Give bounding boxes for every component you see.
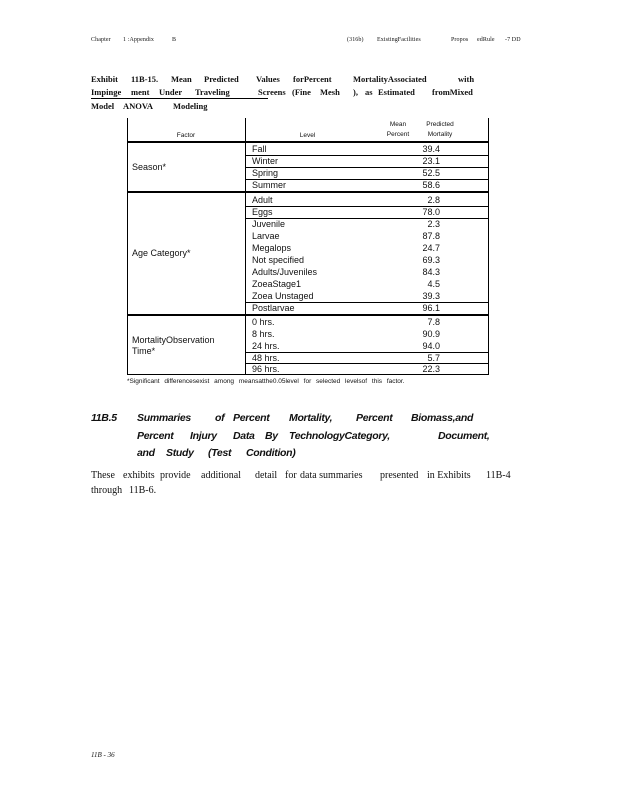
col-header-predicted: Predicted bbox=[426, 121, 454, 128]
title-word: Model bbox=[91, 101, 115, 111]
value-cell: 2.3 bbox=[427, 219, 440, 229]
value-cell: 84.3 bbox=[422, 267, 440, 277]
section-word: TechnologyCategory, bbox=[289, 430, 390, 442]
col-header-mean: Mean bbox=[389, 121, 407, 128]
title-word: as bbox=[365, 87, 373, 97]
value-cell: 24.7 bbox=[422, 243, 440, 253]
level-cell: Eggs bbox=[252, 207, 273, 217]
title-word: Predicted bbox=[204, 74, 239, 84]
level-cell: 24 hrs. bbox=[252, 341, 280, 351]
value-cell: 96.1 bbox=[422, 303, 440, 313]
title-word: Under bbox=[159, 87, 183, 97]
header-chapter: Chapter bbox=[91, 37, 111, 43]
body-word: for bbox=[285, 470, 297, 481]
level-cell: 0 hrs. bbox=[252, 317, 275, 327]
level-cell: Larvae bbox=[252, 231, 280, 241]
title-word: Mean bbox=[171, 74, 192, 84]
value-cell: 4.5 bbox=[427, 279, 440, 289]
level-cell: Megalops bbox=[252, 243, 292, 253]
value-cell: 5.7 bbox=[427, 353, 440, 363]
table-border-left bbox=[127, 118, 128, 375]
title-word: Exhibit bbox=[91, 74, 118, 84]
title-word: Impinge bbox=[91, 87, 122, 97]
value-cell: 58.6 bbox=[422, 180, 440, 190]
value-cell: 69.3 bbox=[422, 255, 440, 265]
title-word: ), bbox=[353, 87, 358, 97]
section-word: Summaries bbox=[137, 412, 191, 424]
value-cell: 2.8 bbox=[427, 195, 440, 205]
exhibit-title-line3 bbox=[91, 100, 474, 113]
factor-mortality-observation-time: Time* bbox=[132, 346, 156, 356]
col-header-percent: Percent bbox=[386, 131, 410, 138]
level-cell: Not specified bbox=[252, 255, 305, 265]
level-cell: Summer bbox=[252, 180, 287, 190]
title-word: Modeling bbox=[173, 101, 208, 111]
table-border-bottom bbox=[127, 374, 489, 375]
factor-season: Season* bbox=[132, 162, 167, 172]
row-rule bbox=[245, 352, 489, 353]
col-header-mortality: Mortality bbox=[427, 131, 453, 138]
header-rule: edRule bbox=[477, 37, 495, 43]
level-cell: Juvenile bbox=[252, 219, 286, 229]
section-word: Study bbox=[166, 447, 194, 459]
level-cell: Postlarvae bbox=[252, 303, 295, 313]
title-word: ANOVA bbox=[123, 101, 154, 111]
col-header-level: Level bbox=[299, 132, 316, 139]
header-appendix: 1 :Appendix bbox=[123, 37, 154, 43]
level-cell: 48 hrs. bbox=[252, 353, 280, 363]
section-word: and bbox=[137, 447, 155, 459]
title-word: (Fine bbox=[292, 87, 311, 97]
section-word: Biomass,and bbox=[411, 412, 474, 424]
mortality-table bbox=[127, 118, 489, 375]
title-underline bbox=[91, 98, 268, 99]
title-word: fromMixed bbox=[432, 87, 473, 97]
table-footnote: *Significant differencesexist among meansatthe0.05level for selected levelsof this factor. bbox=[127, 378, 405, 385]
title-word: Mesh bbox=[320, 87, 340, 97]
title-word: forPercent bbox=[293, 74, 332, 84]
body-word: exhibits bbox=[123, 470, 155, 481]
body-word: data summaries bbox=[300, 470, 363, 481]
title-word: Values bbox=[256, 74, 280, 84]
level-cell: 96 hrs. bbox=[252, 364, 280, 374]
value-cell: 22.3 bbox=[422, 364, 440, 374]
table-border-right bbox=[488, 118, 489, 375]
row-rule bbox=[245, 167, 489, 168]
level-cell: ZoeaStage1 bbox=[252, 279, 302, 289]
exhibit-title-line1 bbox=[91, 73, 474, 86]
section-word: Percent bbox=[137, 430, 174, 442]
title-word: Traveling bbox=[195, 87, 230, 97]
body-word: provide bbox=[160, 470, 191, 481]
value-cell: 87.8 bbox=[422, 231, 440, 241]
level-cell: Spring bbox=[252, 168, 279, 178]
body-word: These bbox=[91, 470, 115, 481]
level-cell: 8 hrs. bbox=[252, 329, 275, 339]
level-cell: Adults/Juveniles bbox=[252, 267, 318, 277]
factor-age-category: Age Category* bbox=[132, 248, 191, 258]
value-cell: 23.1 bbox=[422, 156, 440, 166]
level-cell: Fall bbox=[252, 144, 267, 154]
section-word: (Test bbox=[208, 447, 232, 459]
level-cell: Adult bbox=[252, 195, 273, 205]
header-facilities: ExistingFacilities bbox=[377, 37, 421, 43]
value-cell: 39.4 bbox=[422, 144, 440, 154]
title-word: Estimated bbox=[378, 87, 415, 97]
body-word: in Exhibits bbox=[427, 470, 471, 481]
title-word: ment bbox=[131, 87, 150, 97]
section-word: Percent bbox=[356, 412, 393, 424]
col-header-factor: Factor bbox=[176, 132, 196, 139]
title-word: Screens bbox=[258, 87, 286, 97]
body-word: presented bbox=[380, 470, 419, 481]
section-word: Percent bbox=[233, 412, 270, 424]
value-cell: 90.9 bbox=[422, 329, 440, 339]
section-word: Condition) bbox=[246, 447, 296, 459]
row-rule bbox=[245, 155, 489, 156]
body-word: through bbox=[91, 485, 123, 496]
body-word: 11B-4 bbox=[486, 470, 511, 481]
level-cell: Zoea Unstaged bbox=[252, 291, 314, 301]
level-cell: Winter bbox=[252, 156, 279, 166]
header-letter: B bbox=[172, 37, 177, 43]
body-word: additional bbox=[201, 470, 241, 481]
section-number: 11B.5 bbox=[91, 412, 117, 424]
value-cell: 52.5 bbox=[422, 168, 440, 178]
title-word: 11B-15. bbox=[131, 74, 159, 84]
section-word: of bbox=[215, 412, 225, 424]
body-word: 11B-6. bbox=[129, 485, 157, 496]
value-cell: 7.8 bbox=[427, 317, 440, 327]
header-page: -7 DD bbox=[505, 37, 521, 43]
header-proposed: Propos bbox=[451, 37, 469, 43]
group-rule bbox=[127, 191, 489, 193]
section-word: Data bbox=[233, 430, 255, 442]
factor-mortality-observation: MortalityObservation bbox=[132, 335, 215, 345]
header-code: (316b) bbox=[347, 37, 364, 43]
section-word: Injury bbox=[190, 430, 217, 442]
body-word: detail bbox=[255, 470, 278, 481]
page-number: 11B - 36 bbox=[91, 751, 115, 759]
title-word: with bbox=[458, 74, 475, 84]
section-word: Document, bbox=[438, 430, 490, 442]
value-cell: 39.3 bbox=[422, 291, 440, 301]
section-word: By bbox=[265, 430, 278, 442]
table-divider bbox=[245, 118, 246, 375]
value-cell: 78.0 bbox=[422, 207, 440, 217]
section-word: Mortality, bbox=[289, 412, 333, 424]
row-rule bbox=[245, 363, 489, 364]
value-cell: 94.0 bbox=[422, 341, 440, 351]
title-word: MortalityAssociated bbox=[353, 74, 427, 84]
row-rule bbox=[245, 206, 489, 207]
